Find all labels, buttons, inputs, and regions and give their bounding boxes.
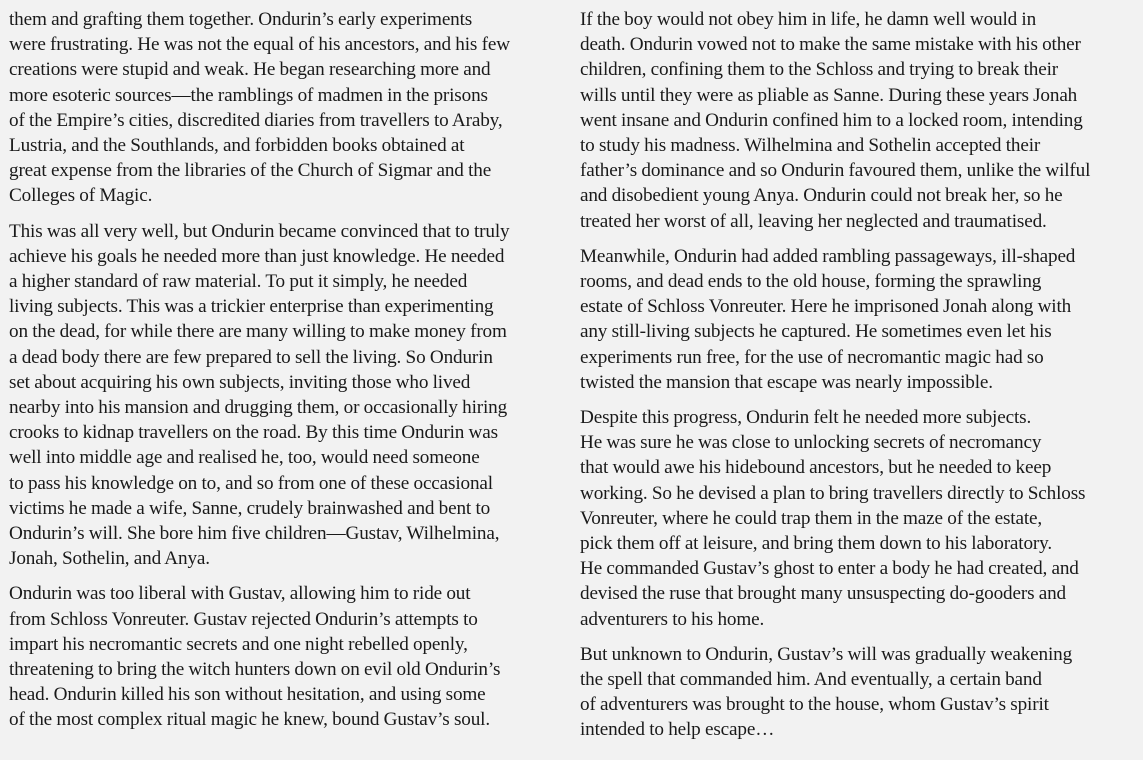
text-line: devised the ruse that brought many unsuspecting do-gooders and [580, 583, 1067, 605]
text-line: the spell that commanded him. And eventually, a certain band [580, 669, 1042, 691]
right-column [580, 7, 1136, 753]
text-line: set about acquiring his own subjects, inviting those who lived [9, 371, 471, 393]
text-line: impart his necromantic secrets and one night rebelled openly, [9, 633, 468, 655]
left-column [9, 7, 561, 743]
text-line: treated her worst of all, leaving her neglected and traumatised. [580, 210, 1047, 232]
text-line: of adventurers was brought to the house, whom Gustav’s spirit [580, 694, 1049, 716]
text-line: them and grafting them together. Ondurin’s early experiments [9, 9, 473, 30]
text-line: adventurers to his home. [580, 608, 765, 630]
text-line: intended to help escape… [580, 719, 775, 741]
paragraph-children [580, 7, 1136, 234]
text-line: Colleges of Magic. [9, 185, 153, 207]
text-line: Jonah, Sothelin, and Anya. [9, 548, 210, 570]
text-line: a higher standard of raw material. To put it simply, he needed [9, 271, 468, 293]
text-line: of the most complex ritual magic he knew, bound Gustav’s soul. [9, 709, 490, 731]
text-line: from Schloss Vonreuter. Gustav rejected Ondurin’s attempts to [9, 608, 478, 630]
text-line: wills until they were as pliable as Sanne. During these years Jonah [580, 84, 1078, 106]
text-line: great expense from the libraries of the Church of Sigmar and the [9, 160, 492, 182]
text-line: well into middle age and realised he, too, would need someone [9, 447, 480, 469]
text-line: This was all very well, but Ondurin became convinced that to truly [9, 220, 510, 242]
text-line: He commanded Gustav’s ghost to enter a body he had created, and [580, 558, 1079, 580]
text-line: any still-living subjects he captured. He sometimes even let his [580, 321, 1052, 343]
text-line: head. Ondurin killed his son without hesitation, and using some [9, 684, 486, 706]
text-line: more esoteric sources—the ramblings of madmen in the prisons [9, 84, 488, 106]
text-line: twisted the mansion that escape was nearly impossible. [580, 371, 993, 393]
text-line: of the Empire’s cities, discredited diaries from travellers to Araby, [9, 109, 503, 131]
text-line: working. So he devised a plan to bring travellers directly to Schloss [580, 482, 1086, 504]
text-line: He was sure he was close to unlocking secrets of necromancy [580, 432, 1042, 454]
text-line: a dead body there are few prepared to sell the living. So Ondurin [9, 346, 493, 368]
text-line: threatening to bring the witch hunters down on evil old Ondurin’s [9, 659, 501, 681]
text-line: creations were stupid and weak. He began researching more and [9, 59, 491, 81]
text-line: Meanwhile, Ondurin had added rambling passageways, ill-shaped [580, 245, 1076, 267]
text-line: experiments run free, for the use of necromantic magic had so [580, 346, 1044, 368]
text-line: on the dead, for while there are many willing to make money from [9, 321, 507, 343]
text-line: to study his madness. Wilhelmina and Sothelin accepted their [580, 135, 1041, 157]
text-line: living subjects. This was a trickier enterprise than experimenting [9, 296, 494, 318]
text-line: that would awe his hidebound ancestors, but he needed to keep [580, 457, 1052, 479]
text-line: But unknown to Ondurin, Gustav’s will was gradually weakening [580, 643, 1073, 665]
text-line: children, confining them to the Schloss and trying to break their [580, 59, 1059, 81]
text-line: rooms, and dead ends to the old house, forming the sprawling [580, 271, 1042, 293]
text-line: and disobedient young Anya. Ondurin could not break her, so he [580, 185, 1063, 207]
text-line: to pass his knowledge on to, and so from one of these occasional [9, 472, 493, 494]
text-line: Lustria, and the Southlands, and forbidden books obtained at [9, 135, 465, 157]
paragraph-living-subjects [9, 219, 561, 572]
text-line: crooks to kidnap travellers on the road. By this time Ondurin was [9, 422, 498, 444]
text-line: went insane and Ondurin confined him to a locked room, intending [580, 109, 1083, 131]
text-line: death. Ondurin vowed not to make the same mistake with his other [580, 34, 1081, 56]
text-line: Ondurin was too liberal with Gustav, allowing him to ride out [9, 583, 471, 605]
text-line: victims he made a wife, Sanne, crudely brainwashed and bent to [9, 497, 491, 519]
text-line: If the boy would not obey him in life, he damn well would in [580, 9, 1037, 30]
paragraph-escape [580, 642, 1136, 743]
text-line: father’s dominance and so Ondurin favoured them, unlike the wilful [580, 160, 1091, 182]
text-line: Vonreuter, where he could trap them in the maze of the estate, [580, 507, 1043, 529]
text-line: pick them off at leisure, and bring them down to his laboratory. [580, 533, 1053, 555]
text-line: estate of Schloss Vonreuter. Here he imprisoned Jonah along with [580, 296, 1072, 318]
text-line: Ondurin’s will. She bore him five children—Gustav, Wilhelmina, [9, 523, 500, 545]
paragraph-gustav [9, 581, 561, 732]
text-line: achieve his goals he needed more than just knowledge. He needed [9, 245, 505, 267]
text-line: were frustrating. He was not the equal of his ancestors, and his few [9, 34, 510, 56]
paragraph-experiments [9, 7, 561, 209]
text-line: Despite this progress, Ondurin felt he needed more subjects. [580, 407, 1032, 429]
paragraph-estate [580, 244, 1136, 395]
text-line: nearby into his mansion and drugging them, or occasionally hiring [9, 397, 508, 419]
paragraph-plan [580, 405, 1136, 632]
